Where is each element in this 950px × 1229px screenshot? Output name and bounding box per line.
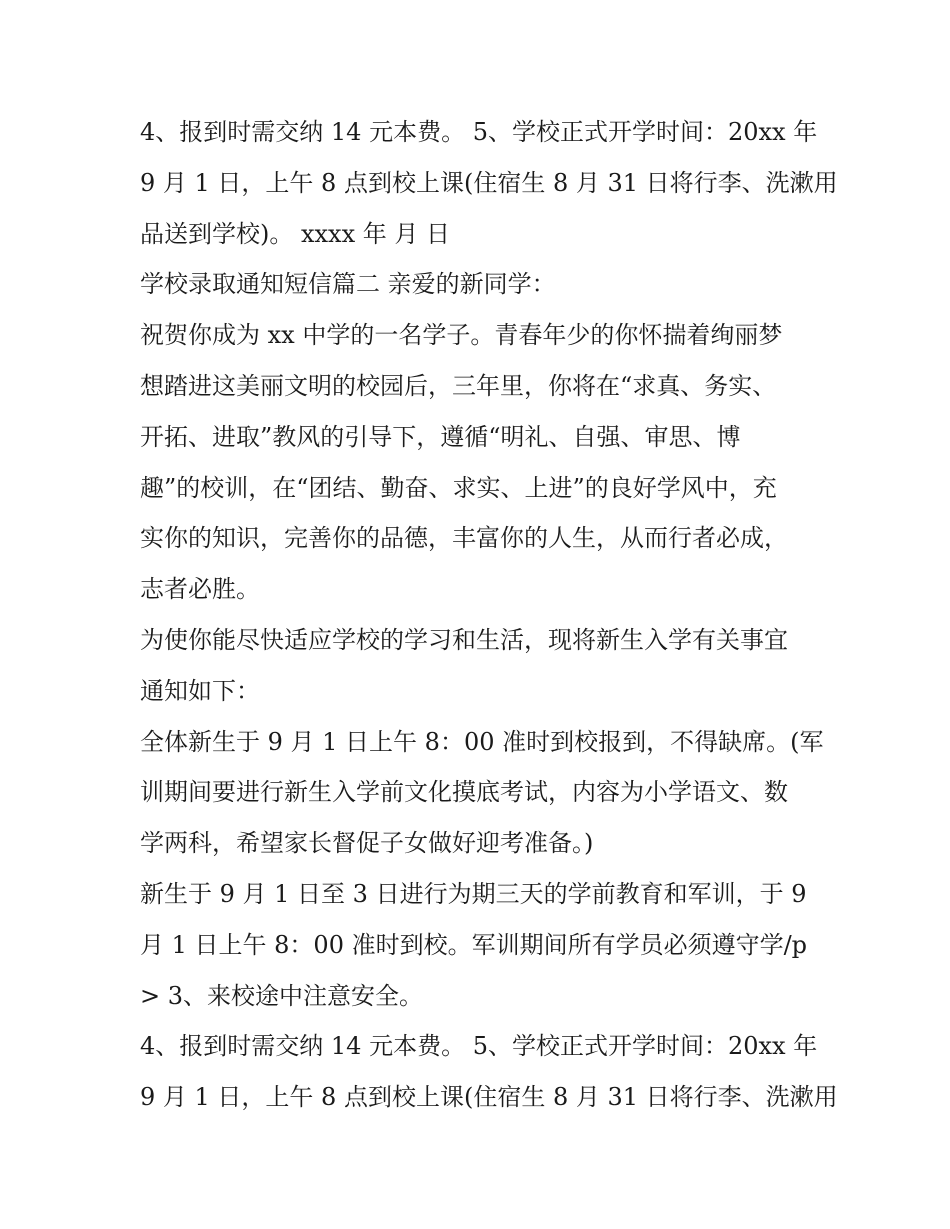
- text-line: 新生于 9 月 1 日至 3 日进行为期三天的学前教育和军训，于 9: [140, 879, 807, 908]
- text-line: 开拓、进取”教风的引导下，遵循“明礼、自强、审思、博: [140, 422, 741, 451]
- text-line: 9 月 1 日，上午 8 点到校上课(住宿生 8 月 31 日将行李、洗漱用: [140, 1083, 838, 1112]
- text-line: 9 月 1 日，上午 8 点到校上课(住宿生 8 月 31 日将行李、洗漱用: [140, 168, 838, 197]
- text-line: 全体新生于 9 月 1 日上午 8：00 准时到校报到，不得缺席。(军: [140, 727, 824, 756]
- text-line: > 3、来校途中注意安全。: [140, 981, 424, 1010]
- text-line: 4、报到时需交纳 14 元本费。 5、学校正式开学时间：20xx 年: [140, 118, 818, 146]
- text-line: 祝贺你成为 xx 中学的一名学子。青春年少的你怀揣着绚丽梦: [140, 321, 783, 350]
- text-line: 月 1 日上午 8：00 准时到校。军训期间所有学员必须遵守学/p: [140, 930, 808, 959]
- text-line: 志者必胜。: [140, 575, 260, 604]
- text-line: 4、报到时需交纳 14 元本费。 5、学校正式开学时间：20xx 年: [140, 1032, 818, 1061]
- text-line: 为使你能尽快适应学校的学习和生活，现将新生入学有关事宜: [140, 625, 788, 654]
- text-line: 训期间要进行新生入学前文化摸底考试，内容为小学语文、数: [140, 778, 788, 807]
- text-line: 趣”的校训，在“团结、勤奋、求实、上进”的良好学风中，充: [140, 473, 777, 502]
- document-body: [140, 107, 838, 1123]
- text-line: 通知如下：: [140, 676, 260, 705]
- text-line: 想踏进这美丽文明的校园后，三年里，你将在“求真、务实、: [140, 371, 777, 400]
- section-heading-line: 学校录取通知短信篇二 亲爱的新同学：: [140, 270, 556, 299]
- text-line: 学两科，希望家长督促子女做好迎考准备。): [140, 829, 594, 858]
- text-line: 品送到学校)。 xxxx 年 月 日: [140, 219, 451, 248]
- text-line: 实你的知识，完善你的品德，丰富你的人生，从而行者必成，: [140, 524, 788, 553]
